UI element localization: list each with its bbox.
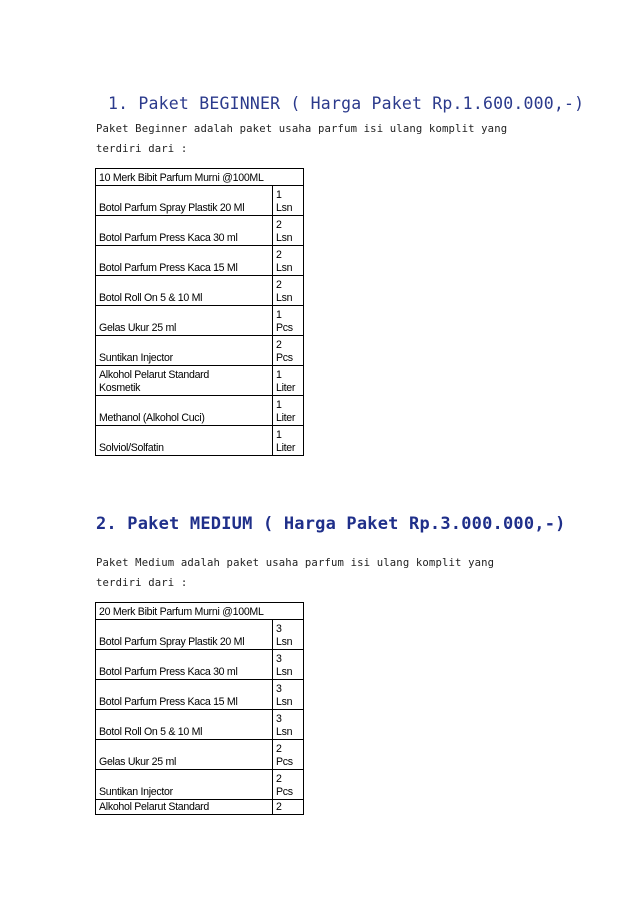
section-2-description: Paket Medium adalah paket usaha parfum isi ulang komplit yang terdiri dari :: [96, 557, 495, 589]
item-name: Solviol/Solfatin: [96, 426, 273, 456]
item-qty: 1 Pcs: [273, 306, 304, 336]
table-row: [96, 710, 304, 740]
item-name: Alkohol Pelarut Standard: [96, 800, 273, 815]
item-qty: 3 Lsn: [273, 650, 304, 680]
table-header: 20 Merk Bibit Parfum Murni @100ML: [96, 603, 304, 620]
item-qty: 2 Pcs: [273, 336, 304, 366]
table-row: [96, 276, 304, 306]
item-name: Botol Roll On 5 & 10 Ml: [96, 710, 273, 740]
table-row: [96, 800, 304, 815]
item-qty: 2 Lsn: [273, 246, 304, 276]
item-name: Gelas Ukur 25 ml: [96, 740, 273, 770]
item-name: Botol Parfum Press Kaca 15 Ml: [96, 680, 273, 710]
table-row: [96, 650, 304, 680]
package-beginner-table: [95, 168, 304, 456]
table-row: [96, 246, 304, 276]
item-name: Botol Parfum Spray Plastik 20 Ml: [96, 186, 273, 216]
item-name: Gelas Ukur 25 ml: [96, 306, 273, 336]
item-qty: 3 Lsn: [273, 680, 304, 710]
item-name: Botol Parfum Press Kaca 30 ml: [96, 650, 273, 680]
table-row: [96, 366, 304, 396]
item-qty: 1 Liter: [273, 366, 304, 396]
item-qty: 2 Pcs: [273, 770, 304, 800]
table-row: [96, 680, 304, 710]
section-1-heading: 1. Paket BEGINNER ( Harga Paket Rp.1.600.000,-): [108, 94, 585, 113]
item-qty: 2 Pcs: [273, 740, 304, 770]
item-qty: 1 Lsn: [273, 186, 304, 216]
item-name: Botol Parfum Press Kaca 30 ml: [96, 216, 273, 246]
item-name: Alkohol Pelarut Standard Kosmetik: [96, 366, 273, 396]
table-row: [96, 740, 304, 770]
item-name: Botol Parfum Spray Plastik 20 Ml: [96, 620, 273, 650]
item-qty: 2 Lsn: [273, 216, 304, 246]
table-row: [96, 306, 304, 336]
item-qty: 2 Lsn: [273, 276, 304, 306]
table-row: [96, 770, 304, 800]
table-row: [96, 186, 304, 216]
package-medium-table: [95, 602, 304, 815]
item-name: Suntikan Injector: [96, 770, 273, 800]
table-row: [96, 336, 304, 366]
table-row: [96, 396, 304, 426]
item-qty: 3 Lsn: [273, 620, 304, 650]
item-qty: 1 Liter: [273, 426, 304, 456]
section-2-heading: 2. Paket MEDIUM ( Harga Paket Rp.3.000.000,-): [96, 514, 566, 534]
item-name: Methanol (Alkohol Cuci): [96, 396, 273, 426]
item-qty: 2: [273, 800, 304, 815]
item-name: Botol Roll On 5 & 10 Ml: [96, 276, 273, 306]
item-name: Suntikan Injector: [96, 336, 273, 366]
table-row: [96, 426, 304, 456]
table-row: [96, 620, 304, 650]
table-row: [96, 216, 304, 246]
item-name: Botol Parfum Press Kaca 15 Ml: [96, 246, 273, 276]
item-qty: 3 Lsn: [273, 710, 304, 740]
item-qty: 1 Liter: [273, 396, 304, 426]
table-header: 10 Merk Bibit Parfum Murni @100ML: [96, 169, 304, 186]
section-1-description: Paket Beginner adalah paket usaha parfum isi ulang komplit yang terdiri dari :: [96, 123, 508, 155]
